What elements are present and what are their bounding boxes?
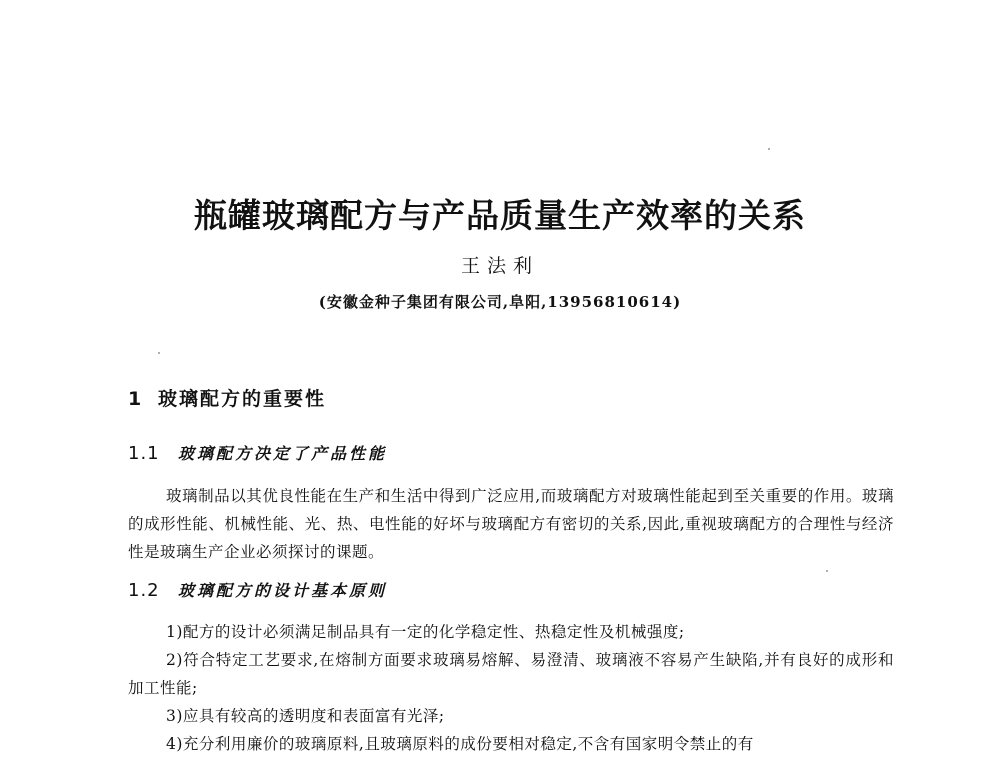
principle-item: 4)充分利用廉价的玻璃原料,且玻璃原料的成份要相对稳定,不含有国家明令禁止的有	[166, 735, 754, 753]
section-heading	[128, 384, 326, 411]
section-title: 玻璃配方的重要性	[158, 388, 327, 410]
principle-item: 3)应具有较高的透明度和表面富有光泽;	[166, 707, 445, 725]
subsection-number: 1.1	[128, 443, 160, 464]
scan-speck	[158, 352, 160, 354]
body-paragraph: 玻璃制品以其优良性能在生产和生活中得到广泛应用,而玻璃配方对玻璃性能起到至关重要的作用。玻璃的成形性能、机械性能、光、热、电性能的好坏与玻璃配方有密切的关系,因此,重视玻璃配方的合理性与经济性是玻璃生产企业必须探讨的课题。	[128, 487, 894, 561]
scan-speck	[768, 148, 770, 150]
subsection-heading	[128, 578, 387, 601]
subsection-heading	[128, 441, 387, 464]
paper-title: 瓶罐玻璃配方与产品质量生产效率的关系	[194, 196, 806, 235]
principle-item: 1)配方的设计必须满足制品具有一定的化学稳定性、热稳定性及机械强度;	[166, 623, 685, 641]
subsection-number: 1.2	[128, 580, 160, 601]
subsection-title: 玻璃配方决定了产品性能	[178, 444, 388, 463]
section-number: 1	[128, 388, 142, 410]
author-name: 王法利	[460, 255, 539, 277]
author-affiliation: (安徽金种子集团有限公司,阜阳,13956810614)	[318, 293, 682, 311]
principle-item: 2)符合特定工艺要求,在熔制方面要求玻璃易熔解、易澄清、玻璃液不容易产生缺陷,并有良好的成形和加工性能;	[128, 651, 894, 697]
scan-speck	[826, 570, 828, 572]
subsection-title: 玻璃配方的设计基本原则	[178, 581, 388, 600]
